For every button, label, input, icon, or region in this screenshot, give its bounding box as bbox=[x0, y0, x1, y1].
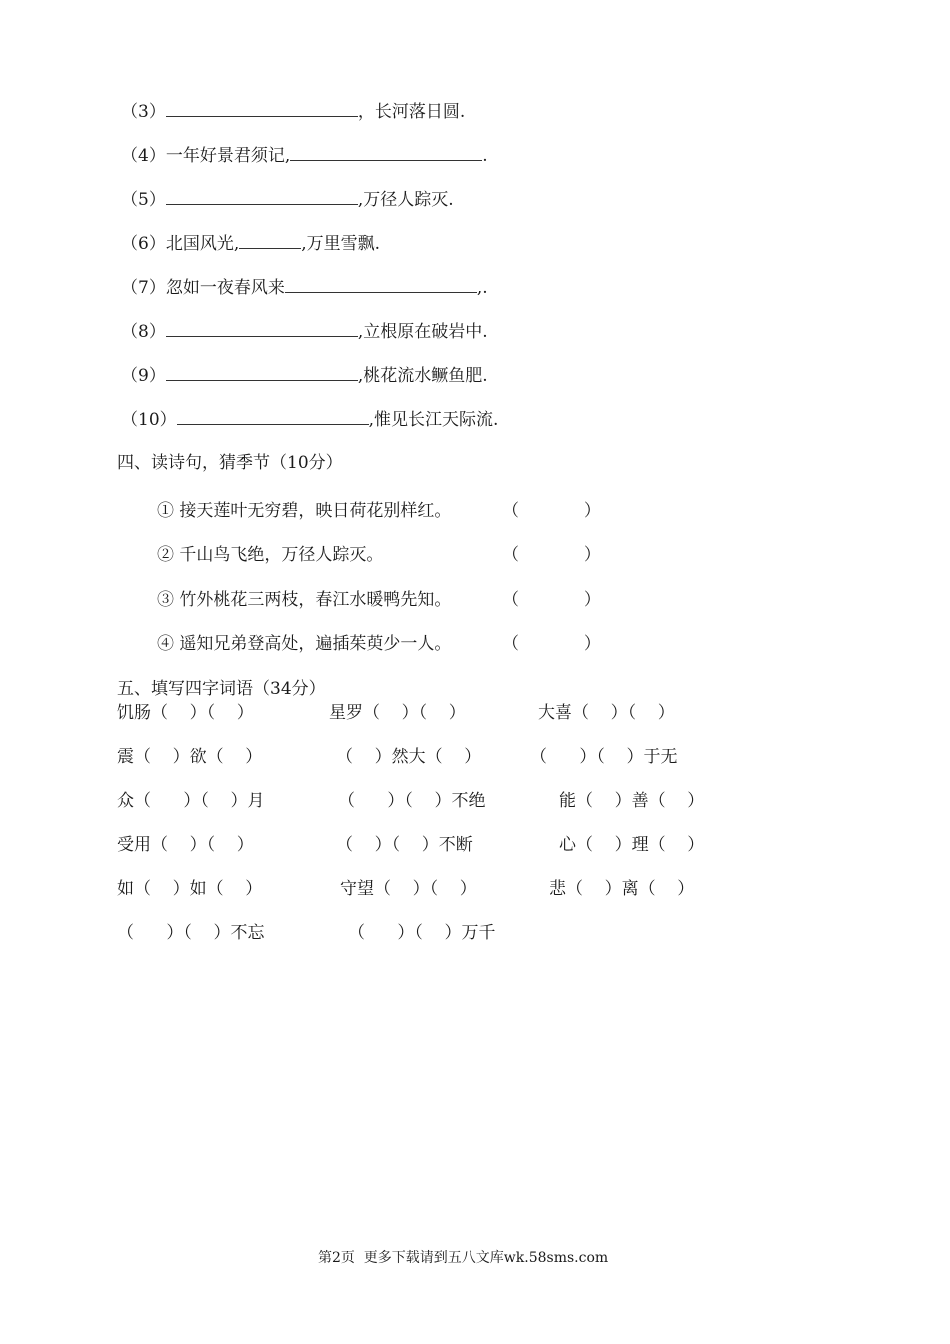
idiom-cell[interactable]: （ ）（ ）万千 bbox=[348, 923, 496, 943]
answer-blank[interactable] bbox=[290, 143, 482, 161]
season-answer-2[interactable]: （ ） bbox=[502, 545, 601, 565]
season-answer-3[interactable]: （ ） bbox=[502, 590, 601, 610]
season-answer-4[interactable]: （ ） bbox=[502, 634, 601, 654]
idiom-cell[interactable]: （ ）（ ）不忘 bbox=[117, 923, 265, 943]
item-number: （4） bbox=[121, 146, 166, 166]
idiom-cell[interactable]: （ ）（ ）不绝 bbox=[338, 791, 486, 811]
fill-line-10: （10） ,惟见长江天际流. bbox=[121, 407, 498, 432]
idiom-cell[interactable]: （ ）（ ）不断 bbox=[336, 835, 473, 855]
idiom-cell[interactable]: 大喜（ ）（ ） bbox=[538, 703, 675, 723]
season-question-1: ① 接天莲叶无穷碧，映日荷花别样红。 bbox=[157, 501, 452, 521]
idiom-cell[interactable]: 如（ ）如（ ） bbox=[117, 879, 263, 899]
item-number: （8） bbox=[121, 322, 166, 342]
section-4-title: 四、读诗句，猜季节（10分） bbox=[117, 453, 343, 473]
season-question-4: ④ 遥知兄弟登高处，遍插茱萸少一人。 bbox=[157, 634, 452, 654]
item-number: （9） bbox=[121, 366, 166, 386]
idiom-cell[interactable]: 饥肠（ ）（ ） bbox=[117, 703, 254, 723]
fill-line-5: （5） ,万径人踪灭. bbox=[121, 187, 454, 212]
fill-line-3: （3） ，长河落日圆. bbox=[121, 99, 465, 124]
idiom-cell[interactable]: 心（ ）理（ ） bbox=[559, 835, 705, 855]
idiom-cell[interactable]: （ ）（ ）于无 bbox=[530, 747, 678, 767]
idiom-cell[interactable]: 能（ ）善（ ） bbox=[559, 791, 705, 811]
season-question-3: ③ 竹外桃花三两枝，春江水暖鸭先知。 bbox=[157, 590, 452, 610]
idiom-cell[interactable]: 震（ ）欲（ ） bbox=[117, 747, 263, 767]
season-answer-1[interactable]: （ ） bbox=[502, 501, 601, 521]
fill-line-8: （8） ,立根原在破岩中. bbox=[121, 319, 488, 344]
fill-line-7: （7）忽如一夜春风来 ,. bbox=[121, 275, 488, 300]
idiom-cell[interactable]: 守望（ ）（ ） bbox=[340, 879, 477, 899]
item-number: （5） bbox=[121, 190, 166, 210]
fill-line-9: （9） ,桃花流水鳜鱼肥. bbox=[121, 363, 488, 388]
idiom-cell[interactable]: 悲（ ）离（ ） bbox=[549, 879, 695, 899]
page-footer: 第2页 更多下载请到五八文库wk.58sms.com bbox=[318, 1250, 609, 1266]
answer-blank[interactable] bbox=[177, 407, 369, 425]
item-number: （6） bbox=[121, 234, 166, 254]
idiom-cell[interactable]: （ ）然大（ ） bbox=[336, 747, 482, 767]
idiom-cell[interactable]: 星罗（ ）（ ） bbox=[329, 703, 466, 723]
answer-blank[interactable] bbox=[166, 319, 358, 337]
fill-line-6: （6）北国风光, ,万里雪飘. bbox=[121, 231, 380, 256]
fill-line-4: （4）一年好景君须记, . bbox=[121, 143, 488, 168]
section-5-title: 五、填写四字词语（34分） bbox=[117, 679, 326, 699]
answer-blank[interactable] bbox=[166, 187, 358, 205]
item-number: （3） bbox=[121, 102, 166, 122]
season-question-2: ② 千山鸟飞绝，万径人踪灭。 bbox=[157, 545, 384, 565]
answer-blank[interactable] bbox=[166, 99, 358, 117]
answer-blank[interactable] bbox=[285, 275, 477, 293]
answer-blank[interactable] bbox=[239, 231, 301, 249]
item-number: （7） bbox=[121, 278, 166, 298]
idiom-cell[interactable]: 受用（ ）（ ） bbox=[117, 835, 254, 855]
answer-blank[interactable] bbox=[166, 363, 358, 381]
item-number: （10） bbox=[121, 410, 177, 430]
idiom-cell[interactable]: 众（ ）（ ）月 bbox=[117, 791, 265, 811]
